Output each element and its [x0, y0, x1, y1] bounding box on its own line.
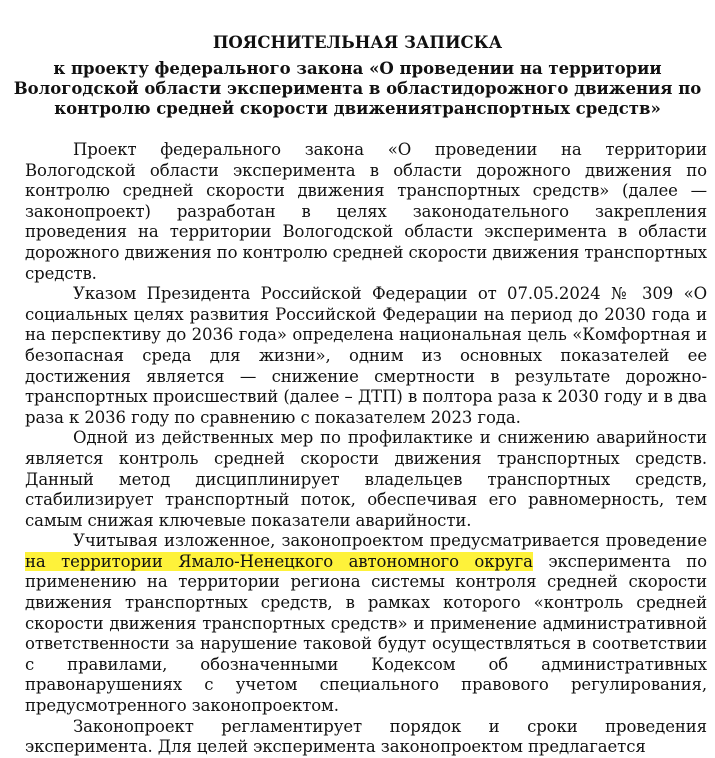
- paragraph-3: Одной из действенных мер по профилактике и снижению аварийности является контроль средней скорости движения транспортных средств. Данный метод дисциплинирует владельцев транспортных средств, стабилизирует транспортный поток, обеспечивая его равномерность, тем самым снижая ключевые показатели аварийности.: [25, 428, 707, 530]
- document-header: [0, 33, 715, 119]
- paragraph-4-start: Учитывая изложенное, законопроектом предусматривается проведение: [73, 531, 707, 551]
- document-body: [25, 140, 707, 758]
- paragraph-4: [25, 531, 707, 716]
- paragraph-2: Указом Президента Российской Федерации от 07.05.2024 № 309 «О социальных целях развития Российской Федерации на период до 2030 года и на перспективу до 2036 года» определена национальная цель «Комфортная и безопасная среда для жизни», одним из основных показателей ее достижения является — снижение смертности в результате дорожно-транспортных происшествий (далее – ДТП) в полтора раза к 2030 году и в два раза к 2036 году по сравнению с показателем 2023 года.: [25, 284, 707, 427]
- paragraph-4-end: эксперимента по применению на территории региона системы контроля средней скорости движения транспортных средств, в рамках которого «контроль средней скорости движения транспортных средств» и применение административной ответственности за нарушение таковой будут осуществляться в соответствии с правилами, обозначенными Кодексом об административных правонарушениях с учетом специального правового регулирования, предусмотренного законопроектом.: [25, 551, 708, 716]
- document-title: ПОЯСНИТЕЛЬНАЯ ЗАПИСКА: [212, 33, 503, 52]
- paragraph-5: Законопроект регламентирует порядок и сроки проведения эксперимента. Для целей эксперимента законопроектом предлагается: [25, 716, 707, 757]
- document-subtitle-line1: к проекту федерального закона «О проведении на территории: [53, 59, 662, 78]
- document-subtitle-line2: Вологодской области эксперимента в областидорожного движения по: [13, 79, 702, 98]
- document-subtitle-line3: контролю средней скорости движениятранспортных средств»: [54, 99, 661, 118]
- paragraph-1: Проект федерального закона «О проведении на территории Вологодской области эксперимента в области дорожного движения по контролю средней скорости движения транспортных средств» (далее — законопроект) разработан в целях законодательного закрепления проведения на территории Вологодской области эксперимента в области дорожного движения по контролю средней скорости движения транспортных средств.: [25, 140, 707, 283]
- highlighted-text: на территории Ямало-Ненецкого автономного округа: [25, 551, 533, 571]
